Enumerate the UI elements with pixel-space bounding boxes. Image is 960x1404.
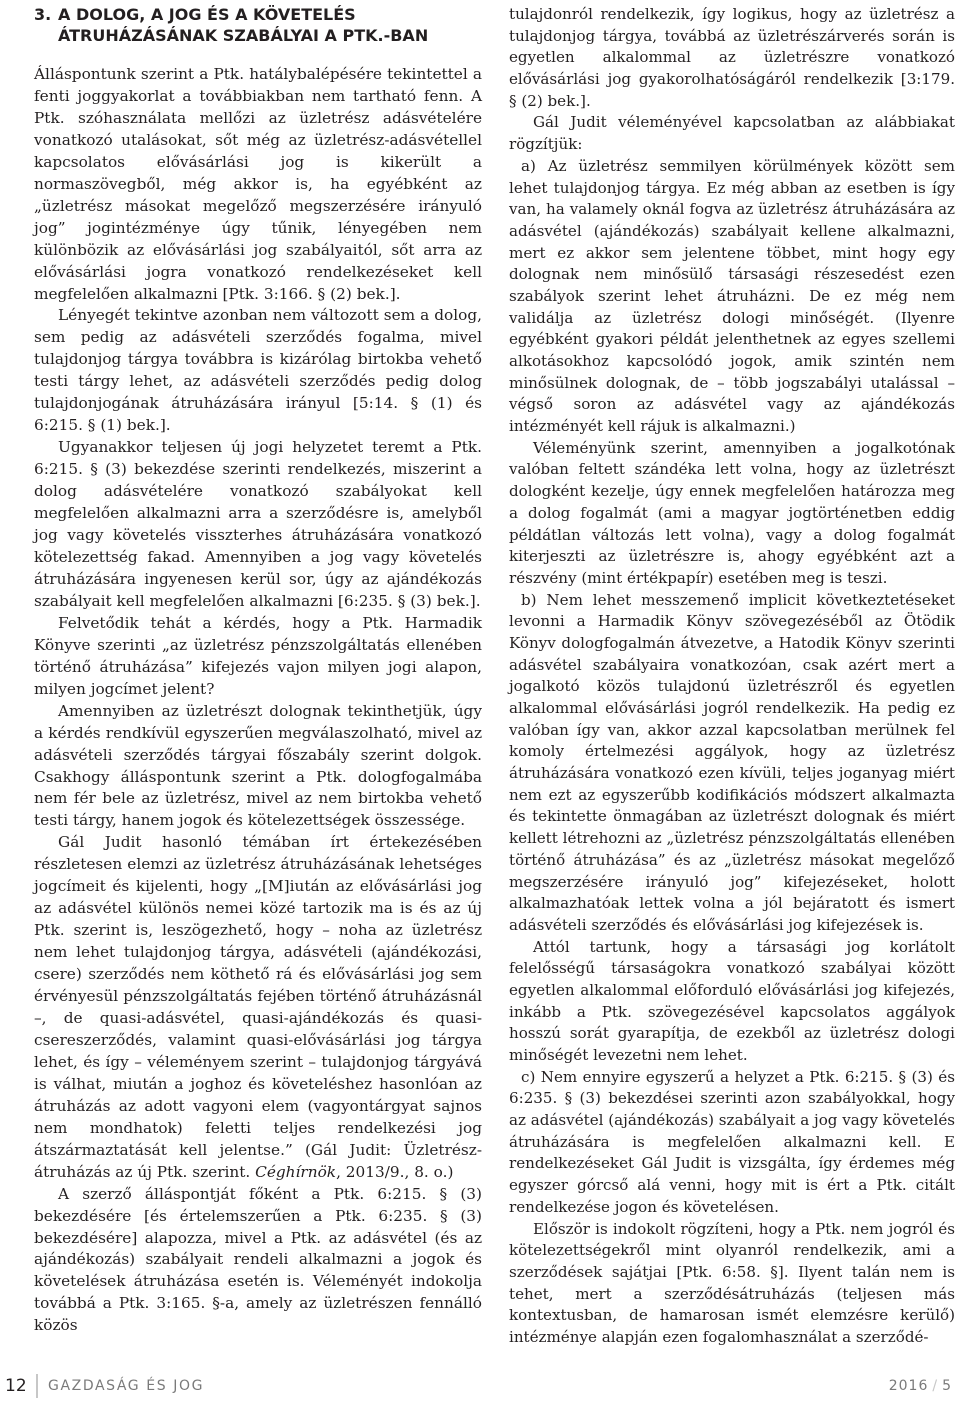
paragraph: Véleményünk szerint, amennyiben a jogalkotónak valóban feltett szándéka lett volna, hogy az üzletrészt dologként kezelje, úgy ennek megfelelően határozza meg a dolog fogalmát (ami a magyar jogtörténetben eddig példátlan változás lett volna), vagy a dolog fogalmát kiterjeszti az üzletrészre is, ahogy egyébként azt a részvény (mint értékpapír) esetében meg is teszi. [509,438,955,587]
section-heading-line2: ÁTRUHÁZÁSÁNAK SZABÁLYAI A PTK.-BAN [58,26,429,45]
citation-journal: Céghírnök [255,1162,337,1181]
quotation-paragraph [34,832,482,1183]
footer-divider [36,1374,38,1398]
paragraph: tulajdonról rendelkezik, így logikus, hogy az üzletrész a tulajdonjog tárgya, továbbá az üzletrészárverés során is egyetlen alkalommal az üzletrészre vonatkozó elővásárlási jog gyakorolhatóságáról rendelkezik [3:179. § (2) bek.]. [509,5,955,110]
issue-year: 2016 [888,1378,929,1394]
paragraph: A szerző álláspontját főként a Ptk. 6:215. § (3) bekezdésére [és értelemszerűen a Ptk. 6:235. § (3) bekezdésére] alapozza, mivel a Ptk. az adásvétel (és az ajándékozás) szabályait rendeli alkalmazni a jogok és követelések átruházása esetén is. Véleményét indokolja továbbá a Ptk. 3:165. §-a, amely az üzletrészen fennálló közös [34,1184,482,1335]
left-column [34,4,482,1337]
right-column [509,4,955,1349]
issue-info [889,1378,952,1394]
paragraph: Felvetődik tehát a kérdés, hogy a Ptk. Harmadik Könyve szerinti „az üzletrész pénzszolgáltatás ellenében történő átruházása” kifejezés vajon milyen jogi alapon, milyen jogcímet jelent? [34,613,482,698]
list-item: c) Nem ennyire egyszerű a helyzet a Ptk. 6:215. § (3) és 6:235. § (3) bekezdései szerinti azon szabályokkal, hogy az adásvétel (ajándékozás) szabályait a jog vagy követelés átruházására is megfelelően alkalmazni kell. E rendelkezéseket Gál Judit is vizsgálta, így érdemes még egyszer górcső alá venni, hogy mit is ért a Ptk. citált rendelkezése jogon és követelésen. [509,1067,955,1216]
section-heading-line1: A DOLOG, A JOG ÉS A KÖVETELÉS [58,5,356,24]
list-item: a) Az üzletrész semmilyen körülmények között sem lehet tulajdonjog tárgya. Ez még abban az esetben is így van, ha valamely oknál fogva az üzletrész átruházására az adásvétel (ajándékozás) szabályait kellene alkalmazni, mert ez akkor sem jelentene többet, mint hogy egy dolognak nem minősülő társasági részesedést ezen szabályok szerint lehet átruházni. De ez még nem validálja az üzletrész dologi minőségét. (Ilyenre egyébként gyakori példát jelenthetnek az egyes szellemi alkotásokhoz kapcsolódó jogok, amik szintén nem minősülnek dolognak, de – több jogszabályi utalással – végső soron az adásvétel vagy az ajándékozás intézményét kell rájuk is alkalmazni.) [509,156,955,436]
page-footer [0,1366,960,1404]
issue-separator: / [932,1378,939,1394]
page-number: 12 [5,1376,27,1396]
paragraph: Attól tartunk, hogy a társasági jog korlátolt felelősségű társaságokra vonatkozó szabályai között egyetlen alkalommal előforduló elővásárlási jog kifejezés, inkább a Ptk. szövegezésével kapcsolatos aggályok hosszú sorát gyarapítja, de ezekből az üzletrész dologi minőségét levezetni nem lehet. [509,937,955,1064]
paragraph: Álláspontunk szerint a Ptk. hatálybalépésére tekintettel a fenti joggyakorlat a továbbiakban nem tartható fenn. A Ptk. szóhasználata mellőzi az üzletrész adásvételére vonatkozó utalásokat, sőt még az üzletrész-adásvétellel kapcsolatos elővásárlási jog is kikerült a normaszövegből, még akkor is, ha egyébként az „üzletrész másokat megelőző megszerzésére irányuló jog” jogintézménye úgy tűnik, lényegében nem különbözik az elővásárlási jog szabályaitól, sőt arra az elővásárlási jogra vonatkozó rendelkezéseket kell megfelelően alkalmazni [Ptk. 3:166. § (2) bek.]. [34,65,482,303]
section-heading [34,4,482,46]
issue-number: 5 [942,1378,952,1394]
paragraph: Amennyiben az üzletrészt dolognak tekinthetjük, úgy a kérdés rendkívül egyszerűen megválaszolható, mivel az adásvételi szerződés tárgyai főszabály szerint dolgok. Csakhogy álláspontunk szerint a Ptk. dologfogalmába nem fér bele az üzletrész, mivel az nem birtokba vehető testi tárgy, hanem jogok és kötelezettségek összessége. [34,701,482,830]
section-number: 3. [34,5,52,24]
quotation-text: Gál Judit hasonló témában írt értekezésében részletesen elemzi az üzletrész átruházásának lehetséges jogcímeit és kijelenti, hogy „[M]iután az elővásárlási jog az adásvétel különös nemei közé tartozik ma is és az új Ptk. szerint is, leszögezhető, hogy – noha az üzletrész nem lehet tulajdonjog tárgya, adásvételi (ajándékozási, csere) szerződés nem köthető rá és elővásárlási jog sem érvényesül pénzszolgáltatás fejében történő átruházásnál –, de quasi-adásvétel, quasi-ajándékozás és quasi-csereszerződés, valamint quasi-elővásárlási jog tárgya lehet, és így – véleményem szerint – tulajdonjog tárgyává is válhat, miután a joghoz és követeléshez hasonlóan az átruházás az adott vagyoni elem (vagyontárgyat sajnos nem mondhatok) feletti teljes rendelkezési jog átszármaztatását kell jelentse.” (Gál Judit: Üzletrész-átruházás az új Ptk. szerint. [34,833,482,1181]
paragraph: Gál Judit véleményével kapcsolatban az alábbiakat rögzítjük: [509,113,955,154]
paragraph: Ugyanakkor teljesen új jogi helyzetet teremt a Ptk. 6:215. § (3) bekezdése szerinti rendelkezés, miszerint a dolog adásvételére vonatkozó szabályokat kell megfelelően alkalmazni arra a szerződésre is, amelyből jog vagy követelés visszterhes átruházására vonatkozó kötelezettség fakad. Amennyiben a jog vagy követelés átruházására ingyenesen kerül sor, úgy az ajándékozás szabályait kell megfelelően alkalmazni [6:235. § (3) bek.]. [34,438,482,610]
paragraph: Először is indokolt rögzíteni, hogy a Ptk. nem jogról és kötelezettségekről mint olyanról rendelkezik, ami a szerződések sajátjai [Ptk. 6:58. §]. Ilyent talán nem is tehet, mert a szerződésátruházás (teljesen más kontextusban, de hamarosan ismét elemzésre kerülő) intézménye alapján ezen fogalomhasználat a szerződé- [509,1219,955,1346]
citation-tail: , 2013/9., 8. o.) [336,1162,454,1181]
paragraph: Lényegét tekintve azonban nem változott sem a dolog, sem pedig az adásvételi szerződés fogalma, mivel tulajdonjog tárgya továbbra is kizárólag birtokba vehető testi tárgy lehet, az adásvételi szerződés pedig dolog tulajdonjogának átruházására irányul [5:14. § (1) és 6:215. § (1) bek.]. [34,306,482,435]
list-item: b) Nem lehet messzemenő implicit következtetéseket levonni a Harmadik Könyv szövegezéséből az Ötödik Könyv dologfogalmán átvezetve, a Hatodik Könyv szerinti adásvétel szabályaira vonatkozóan, csak azért mert a jogalkotó közös tulajdonú üzletrészről és egyetlen alkalommal elővásárlási jogról rendelkezik. Ha pedig ez valóban így van, akkor azzal kapcsolatban merülnek fel komoly értelmezési aggályok, hogy az üzletrész átruházására vonatkozó ezen kívüli, teljes joganyag miért nem ezt az egyszerűbb kodifikációs módszert alkalmazta és tekintette önmagában az üzletrészt dolognak és miért kellett létrehozni az „üzletrész pénzszolgáltatás ellenében történő átruházása” és az „üzletrész másokat megelőző megszerzésére irányuló jog” kifejezéseket, holott alkalmazhatóak lettek volna a jól bejáratott és ismert adásvételi szerződés és elővásárlási jog kifejezések is. [509,590,955,934]
journal-name: GAZDASÁG ÉS JOG [48,1378,205,1394]
